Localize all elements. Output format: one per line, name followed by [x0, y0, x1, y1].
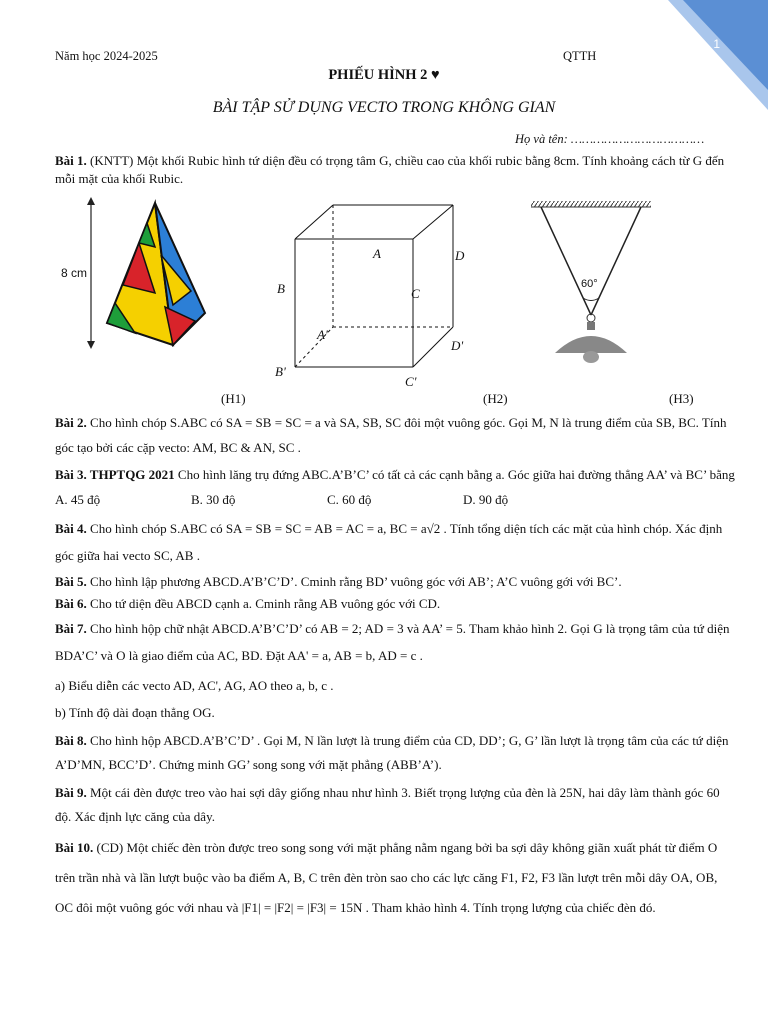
- vertex-c: C: [411, 286, 420, 302]
- exercise-7: [55, 616, 735, 669]
- exercise-10: [55, 833, 735, 923]
- exercise-8: [55, 729, 735, 777]
- vertex-a-prime: A': [317, 327, 328, 343]
- vertex-d-prime: D': [451, 338, 464, 354]
- exercise-text: Cho hình lăng trụ đứng ABC.A’B’C’ có tất cả các cạnh bằng a. Góc giữa hai đường thẳng AA’ và BC’ bằng: [177, 467, 735, 483]
- exercise-label: Bài 2.: [55, 415, 87, 431]
- answer-choices: [55, 491, 735, 509]
- exercise-text: Cho hình hộp ABCD.A’B’C’D’ . Gọi M, N lần lượt là trung điểm của CD, DD’; G, G’ lần lượt là trọng tâm của các tứ diện A’D’MN, BCC’D’. Chứng minh GG’ song song với mặt phẳng (ABB’A’).: [55, 732, 729, 772]
- figure-row: [55, 187, 735, 407]
- exercise-label: Bài 7.: [55, 621, 87, 637]
- angle-label: 60°: [581, 278, 598, 291]
- exercise-text: (CD) Một chiếc đèn tròn được treo song song với mặt phẳng nằm ngang bởi ba sợi dây không giãn xuất phát từ điểm O trên trần nhà và lần lượt buộc vào ba điểm A, B, C trên đèn tròn sao cho các lực căng F1, F2, F3 lần lượt trên mỗi dây OA, OB, OC đôi một vuông góc với nhau và |F1| = |F2| = |F3| = 15N . Tham khảo hình 4. Tính trọng lượng của chiếc đèn đó.: [55, 839, 718, 915]
- page-title: PHIẾU HÌNH 2 ♥: [328, 67, 440, 83]
- name-line: Họ và tên: ………………………………: [515, 132, 705, 146]
- choice-b[interactable]: B. 30 độ: [191, 491, 236, 507]
- corner-decoration: [668, 0, 768, 110]
- figure-h1-label: (H1): [221, 391, 246, 407]
- vertex-d: D: [455, 248, 465, 264]
- author: QTTH: [563, 49, 597, 63]
- exercise-text: Cho hình lập phương ABCD.A’B’C’D’. Cminh rằng BD’ vuông góc với AB’; A’C vuông gới với BC’.: [90, 574, 622, 590]
- exercise-text: (KNTT) Một khối Rubic hình tứ diện đều có trọng tâm G, chiều cao của khối rubic bằng 8cm. Tính khoảng cách từ G đến mỗi mặt của khối Rubic.: [55, 153, 725, 186]
- exercise-label: Bài 5.: [55, 574, 87, 590]
- exercise-3: [55, 464, 735, 486]
- exercise-text: Cho hình chóp S.ABC có SA = SB = SC = a và SA, SB, SC đôi một vuông góc. Gọi M, N là trung điểm của SB, BC. Tính góc tạo bởi các cặp vecto: AM, BC & AN, SC .: [55, 415, 727, 455]
- exercise-label: Bài 4.: [55, 521, 87, 537]
- rubik-height-label: 8 cm: [61, 266, 88, 281]
- figure-h3-label: (H3): [669, 391, 694, 407]
- exercise-2: [55, 411, 735, 460]
- exercise-7-part-a: a) Biểu diễn các vecto AD, AC', AG, AO theo a, b, c .: [55, 677, 334, 693]
- vertex-c-prime: C': [405, 374, 417, 390]
- exercise-label: Bài 6.: [55, 595, 87, 611]
- figure-h2-label: (H2): [483, 391, 508, 407]
- hanging-lamp-diagram: [525, 197, 675, 387]
- exercise-9: [55, 781, 735, 829]
- exercise-label: Bài 1.: [55, 153, 87, 168]
- school-year: Năm học 2024-2025: [55, 49, 158, 63]
- choice-a[interactable]: A. 45 độ: [55, 491, 101, 507]
- exercise-text: Cho hình hộp chữ nhật ABCD.A’B’C’D’ có AB = 2; AD = 3 và AA’ = 5. Tham khảo hình 2. Gọi G là trọng tâm của tứ diện BDA’C’ và O là giao điểm của AC, BD. Đặt AA' = a, AB = b, AD = c .: [55, 621, 730, 664]
- page-number: 1: [713, 37, 720, 51]
- vertex-b: B: [277, 281, 285, 297]
- exercise-label: Bài 3. THPTQG 2021: [55, 467, 175, 483]
- exercise-text: Cho tứ diện đều ABCD cạnh a. Cminh rằng AB vuông góc với CD.: [90, 595, 441, 611]
- exercise-label: Bài 9.: [55, 784, 87, 800]
- vertex-b-prime: B': [275, 364, 286, 380]
- exercise-text: Một cái đèn được treo vào hai sợi dây giống nhau như hình 3. Biết trọng lượng của đèn là 25N, hai dây làm thành góc 60 độ. Xác định lực căng của dây.: [55, 784, 720, 824]
- box-diagram: [285, 197, 475, 397]
- exercise-text: Cho hình chóp S.ABC có SA = SB = SC = AB = AC = a, BC = a√2 . Tính tổng diện tích các mặt của hình chóp. Xác định góc giữa hai vecto SC, AB .: [55, 521, 723, 563]
- exercise-label: Bài 8.: [55, 732, 87, 748]
- choice-d[interactable]: D. 90 độ: [463, 491, 509, 507]
- vertex-a: A: [373, 246, 381, 262]
- exercise-label: Bài 10.: [55, 839, 94, 855]
- exercise-4: [55, 516, 735, 569]
- exercise-1: [55, 152, 735, 187]
- exercise-list: [55, 152, 735, 922]
- page-subtitle: BÀI TẬP SỬ DỤNG VECTO TRONG KHÔNG GIAN: [212, 99, 556, 116]
- exercise-7-part-b: b) Tính độ dài đoạn thẳng OG.: [55, 705, 215, 721]
- exercise-6: [55, 595, 735, 613]
- exercise-5: [55, 573, 735, 591]
- choice-c[interactable]: C. 60 độ: [327, 491, 372, 507]
